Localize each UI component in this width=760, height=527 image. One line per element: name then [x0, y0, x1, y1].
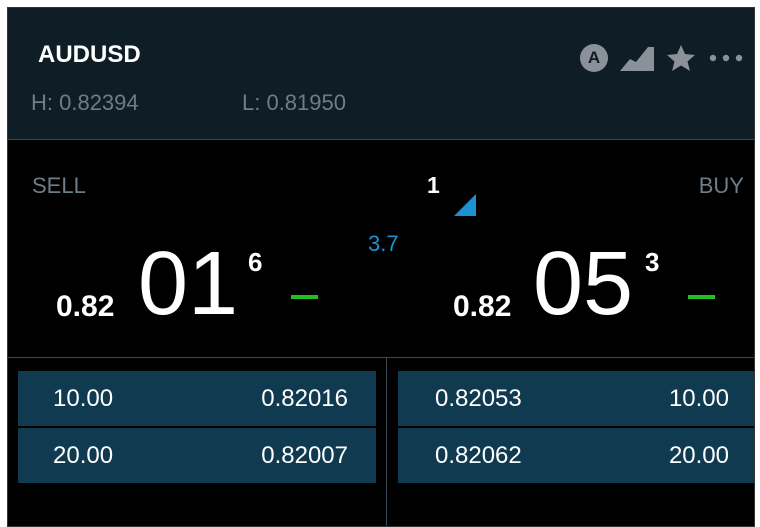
vertical-divider — [386, 358, 387, 527]
quantity-corner-icon[interactable] — [454, 194, 476, 216]
depth-price: 0.82007 — [261, 442, 348, 469]
table-row[interactable] — [398, 428, 755, 485]
table-row[interactable] — [18, 428, 376, 485]
chart-icon[interactable] — [620, 45, 654, 71]
buy-depth-ladder — [398, 371, 755, 485]
high-price: H: 0.82394 — [31, 90, 139, 115]
sell-price-pip: 6 — [248, 247, 263, 277]
sell-label: SELL — [32, 173, 86, 198]
auto-trade-icon-letter: A — [587, 48, 601, 67]
depth-volume: 20.00 — [53, 442, 114, 469]
sell-depth-ladder — [18, 371, 376, 485]
symbol-title: AUDUSD — [38, 41, 141, 68]
buy-label: BUY — [698, 173, 744, 198]
trade-ticket-panel — [7, 7, 755, 527]
depth-volume: 10.00 — [53, 385, 114, 412]
ticket-header — [8, 8, 754, 140]
sell-price-big: 01 — [138, 234, 239, 334]
sell-change-dash — [291, 295, 318, 299]
quantity-value[interactable]: 1 — [427, 172, 440, 198]
depth-price: 0.82062 — [435, 442, 522, 469]
more-icon[interactable] — [708, 53, 744, 63]
table-row[interactable] — [18, 371, 376, 428]
header-icons — [580, 38, 744, 78]
table-row[interactable] — [398, 371, 755, 428]
buy-price-prefix: 0.82 — [453, 290, 512, 323]
sell-price-prefix: 0.82 — [56, 290, 115, 323]
buy-price-pip: 3 — [645, 247, 660, 277]
buy-price-big: 05 — [533, 234, 634, 334]
low-price: L: 0.81950 — [242, 90, 346, 115]
buy-change-dash — [688, 295, 715, 299]
depth-volume: 10.00 — [668, 385, 729, 412]
spread-value: 3.7 — [368, 231, 399, 256]
horizontal-divider — [8, 357, 754, 358]
auto-trade-icon[interactable] — [580, 44, 608, 72]
depth-volume: 20.00 — [668, 442, 729, 469]
depth-price: 0.82053 — [435, 385, 522, 412]
depth-price: 0.82016 — [261, 385, 348, 412]
star-icon[interactable] — [666, 44, 696, 72]
